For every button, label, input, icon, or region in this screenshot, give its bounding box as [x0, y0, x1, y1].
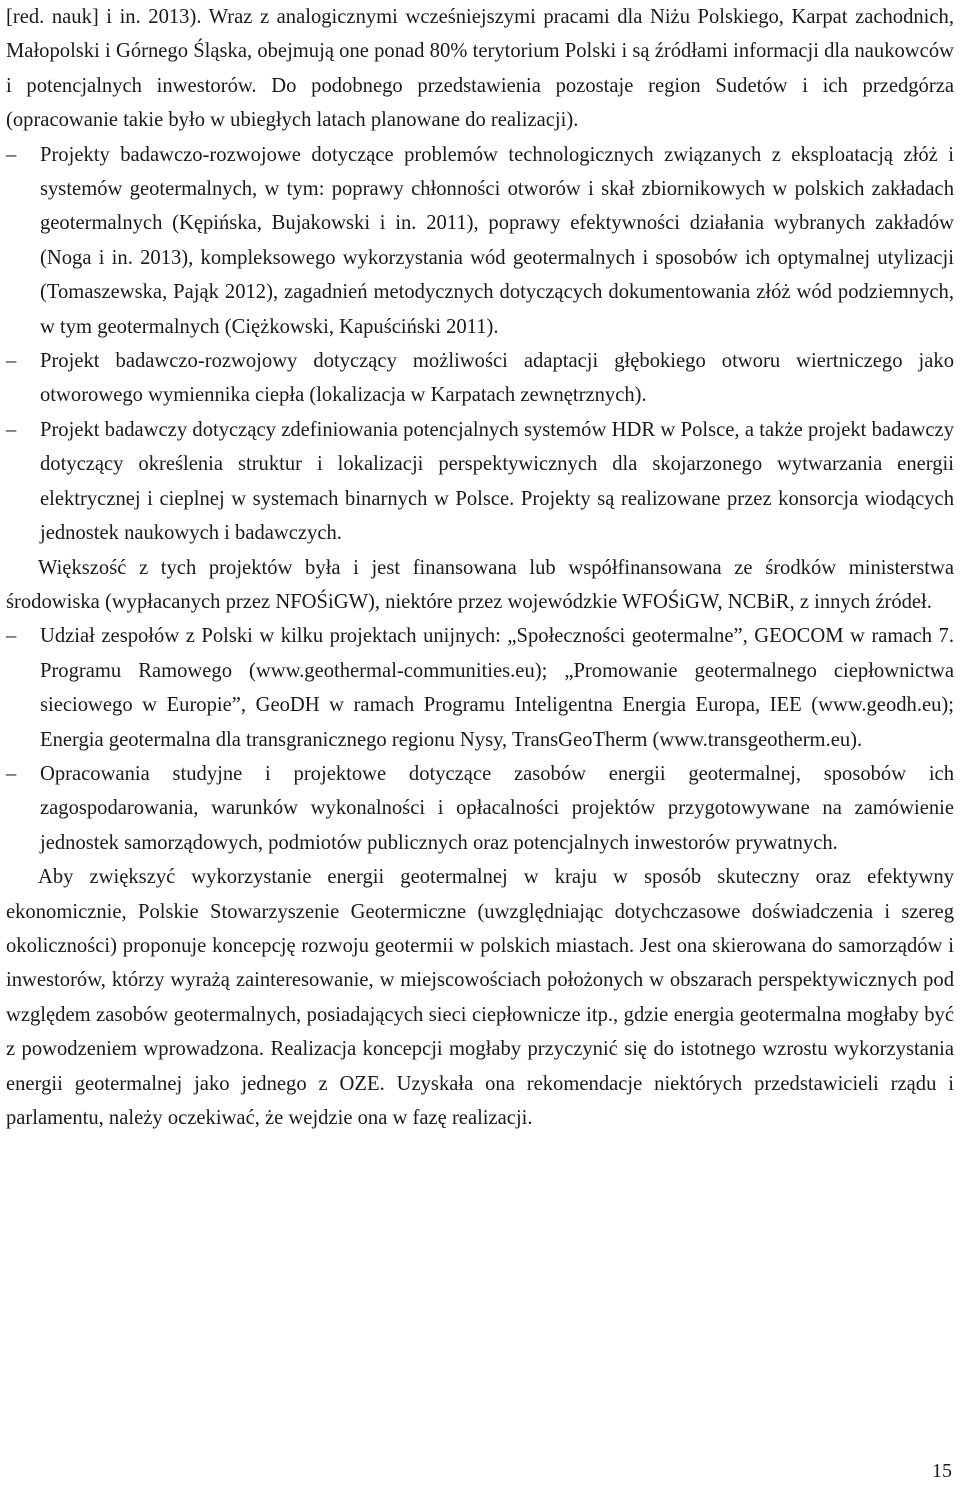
list-item: [6, 619, 954, 757]
paragraph-continuation: [red. nauk] i in. 2013). Wraz z analogicznymi wcześniejszymi pracami dla Niżu Polskiego, Karpat zachodnich, Małopolski i Górnego Śląska, obejmują one ponad 80% terytorium Polski i są źródłami informacji dla naukowców i potencjalnych inwestorów. Do podobnego przedstawienia pozostaje region Sudetów i ich przedgórza (opracowanie takie było w ubiegłych latach planowane do realizacji).: [6, 6, 954, 132]
list-item: [6, 757, 954, 860]
page-body: [6, 0, 954, 1135]
list-item-text: Projekt badawczy dotyczący zdefiniowania potencjalnych systemów HDR w Polsce, a także projekt badawczy dotyczący określenia struktur i lokalizacji perspektywicznych dla skojarzonego wytwarzania energii elektrycznej i cieplnej w systemach binarnych w Polsce. Projekty są realizowane przez konsorcja wiodących jednostek naukowych i badawczych.: [40, 418, 954, 545]
dash-bullet: –: [6, 418, 17, 441]
list-item: [6, 413, 954, 551]
list-item: [6, 344, 954, 413]
list-item-text: Projekt badawczo-rozwojowy dotyczący możliwości adaptacji głębokiego otworu wiertniczego jako otworowego wymiennika ciepła (lokalizacja w Karpatach zewnętrznych).: [40, 350, 954, 407]
list-item-text: Projekty badawczo-rozwojowe dotyczące problemów technologicznych związanych z eksploatacją złóż i systemów geotermalnych, w tym: poprawy chłonności otworów i skał zbiornikowych w polskich zakładach geotermalnych (Kępińska, Bujakowski i in. 2011), poprawy efektywności działania wybranych zakładów (Noga i in. 2013), kompleksowego wykorzystania wód geotermalnych i sposobów ich optymalnej utylizacji (Tomaszewska, Pająk 2012), zagadnień metodycznych dotyczących dokumentowania złóż wód podziemnych, w tym geotermalnych (Ciężkowski, Kapuściński 2011).: [40, 143, 954, 338]
list-item: [6, 138, 954, 344]
dash-bullet: –: [6, 350, 17, 373]
dash-bullet: –: [6, 143, 17, 166]
paragraph-funding: Większość z tych projektów była i jest finansowana lub współfinansowana ze środków ministerstwa środowiska (wypłacanych przez NFOŚiGW), niektóre przez wojewódzkie WFOŚiGW, NCBiR, z innych źródeł.: [6, 556, 954, 613]
paragraph-concept: Aby zwiększyć wykorzystanie energii geotermalnej w kraju w sposób skuteczny oraz efektywny ekonomicznie, Polskie Stowarzyszenie Geotermiczne (uwzględniając dotychczasowe doświadczenia i szereg okoliczności) proponuje koncepcję rozwoju geotermii w polskich miastach. Jest ona skierowana do samorządów i inwestorów, którzy wyrażą zainteresowanie, w miejscowościach położonych w obszarach perspektywicznych pod względem zasobów geotermalnych, posiadających sieci ciepłownicze itp., gdzie energia geotermalna mogłaby być z powodzeniem wprowadzona. Realizacja koncepcji mogłaby przyczynić się do istotnego wzrostu wykorzystania energii geotermalnej jako jednego z OZE. Uzyskała ona rekomendacje niektórych przedstawicieli rządu i parlamentu, należy oczekiwać, że wejdzie ona w fazę realizacji.: [6, 866, 954, 1129]
dash-bullet: –: [6, 625, 17, 648]
list-item-text: Opracowania studyjne i projektowe dotyczące zasobów energii geotermalnej, sposobów ich zagospodarowania, warunków wykonalności i opłacalności projektów przygotowywane na zamówienie jednostek samorządowych, podmiotów publicznych oraz potencjalnych inwestorów prywatnych.: [40, 762, 954, 854]
list-item-text: Udział zespołów z Polski w kilku projektach unijnych: „Społeczności geotermalne”, GEOCOM w ramach 7. Programu Ramowego (www.geothermal-communities.eu); „Promowanie geotermalnego ciepłownictwa sieciowego w Europie”, GeoDH w ramach Programu Inteligentna Energia Europa, IEE (www.geodh.eu); Energia geotermalna dla transgranicznego regionu Nysy, TransGeoTherm (www.transgeotherm.eu).: [40, 625, 954, 751]
page-number: 15: [932, 1460, 952, 1482]
dash-bullet: –: [6, 762, 17, 785]
